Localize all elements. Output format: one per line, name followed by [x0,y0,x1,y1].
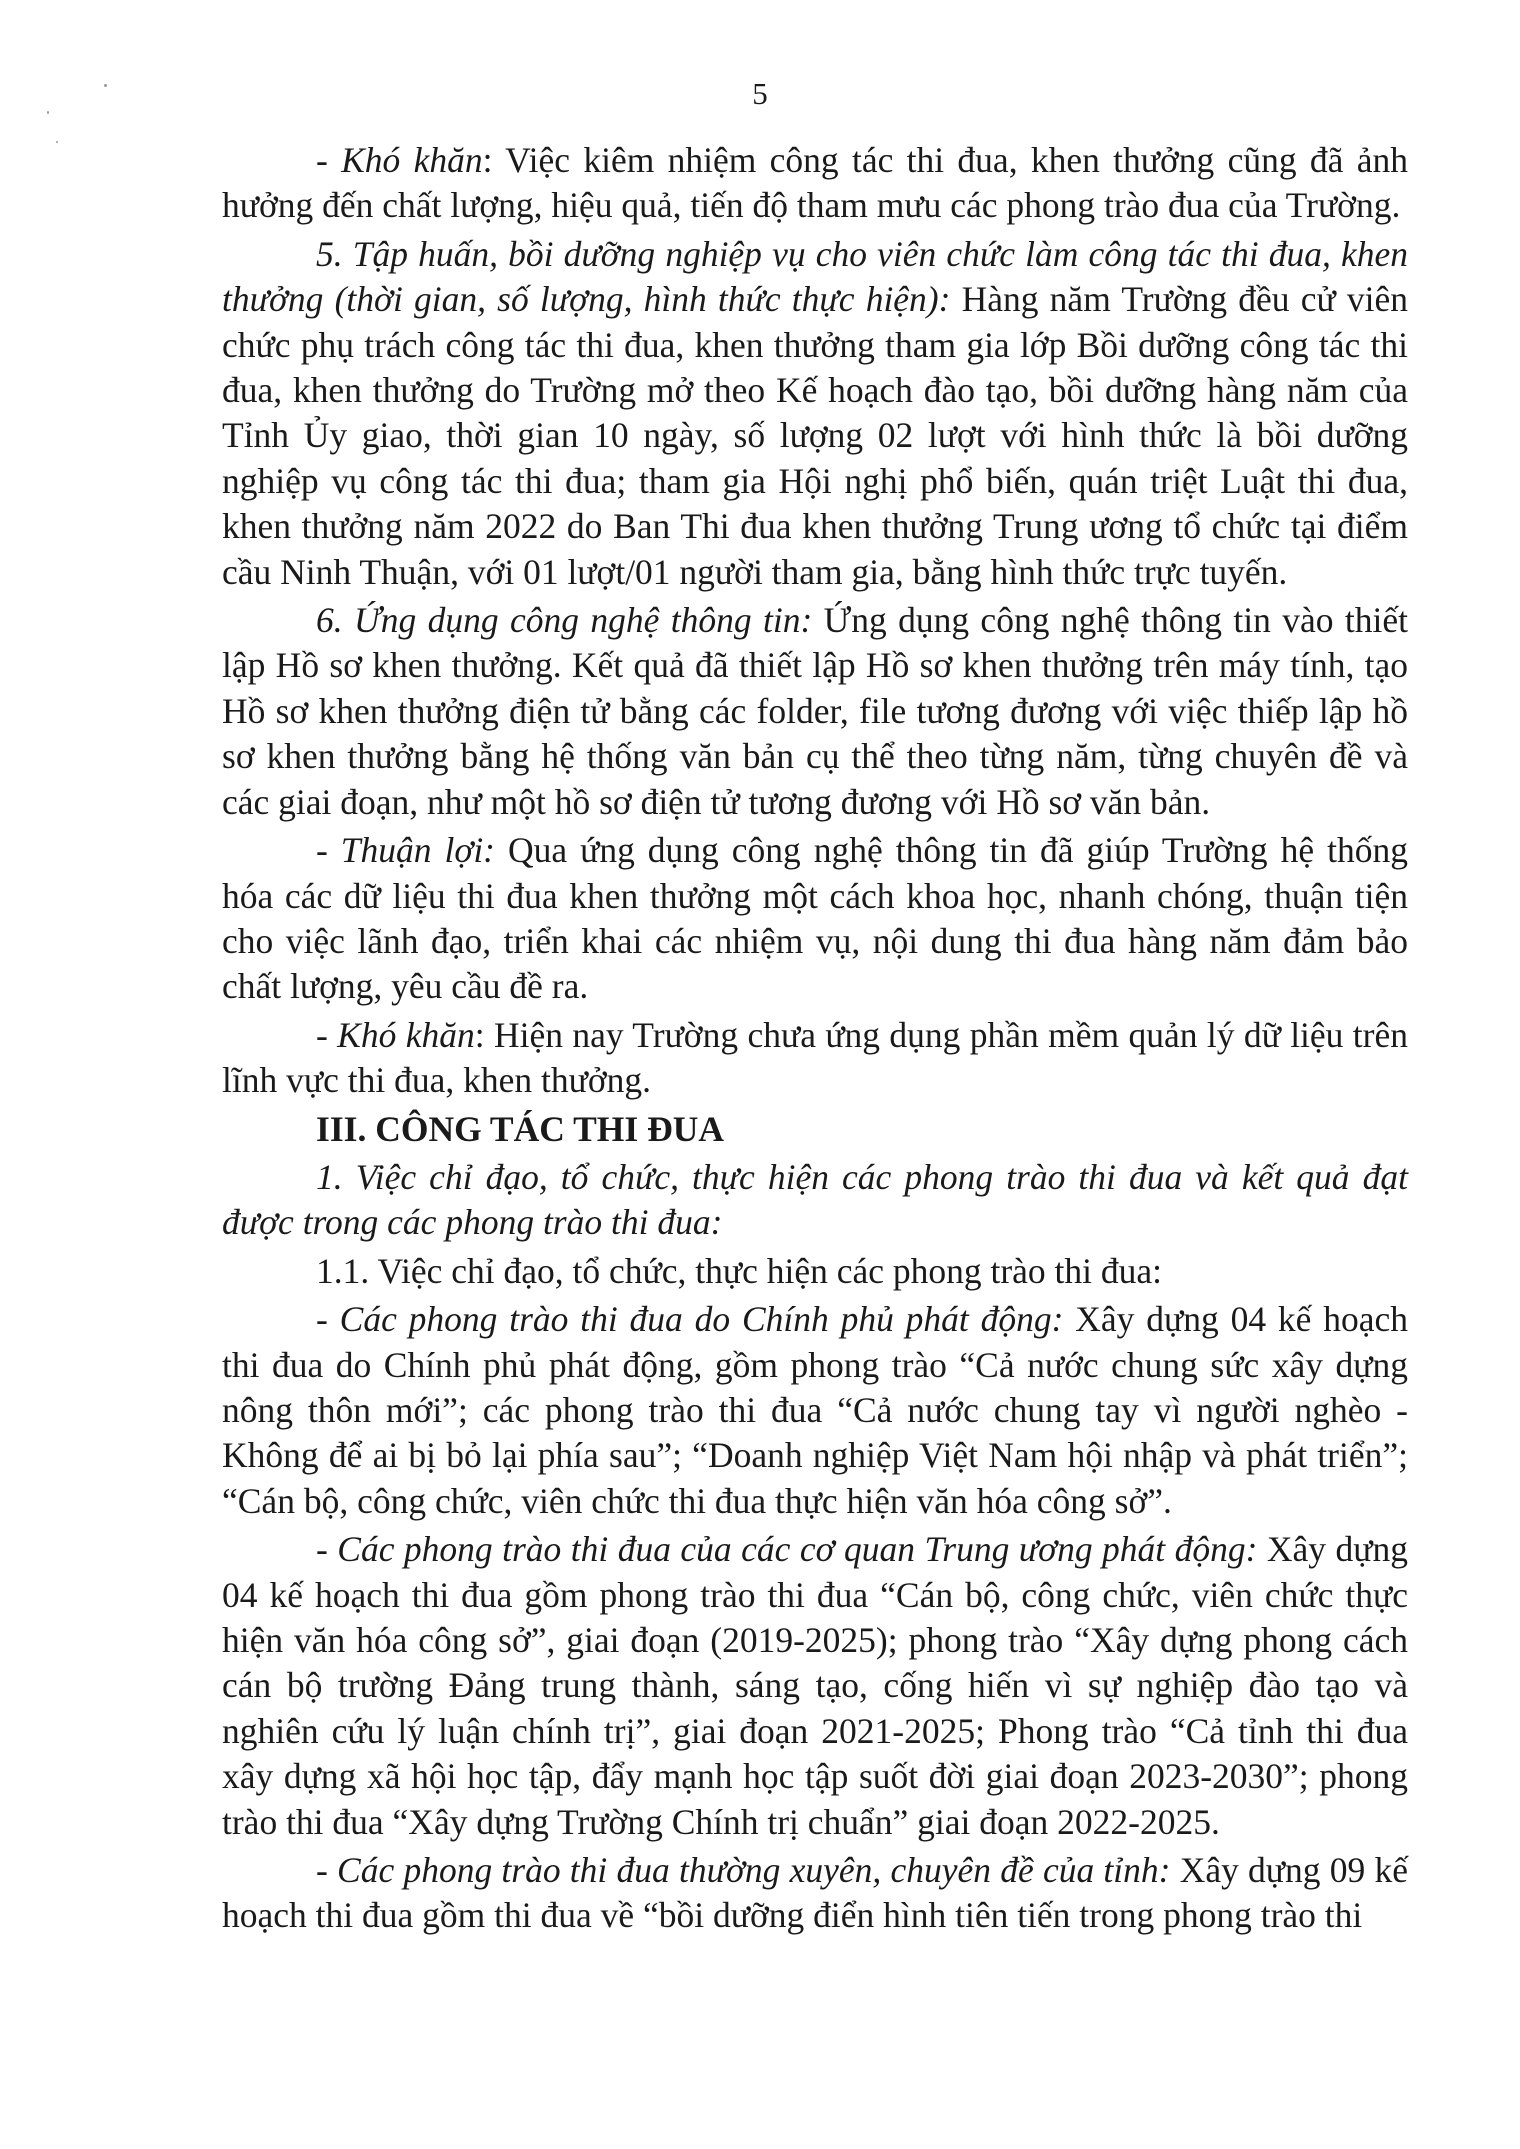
italic-lead: 5. Tập huấn, bồi dưỡng nghiệp vụ cho viên chức làm công tác thi đua, khen thưởng (thời gian, số lượng, hình thức thực hiện): [222,233,1408,320]
italic-lead: 6. Ứng dụng công nghệ thông tin: [316,600,813,641]
italic-lead: - Khó khăn [316,140,483,180]
italic-lead: - Các phong trào thi đua do Chính phủ phát động: [316,1299,1064,1340]
scan-speck [56,141,58,143]
subsection-1-1 [222,1249,1408,1294]
paragraph-tap-huan [222,232,1408,595]
italic-lead: - Các phong trào thi đua của các cơ quan Trung ương phát động: [316,1529,1258,1570]
section-heading [222,1107,1408,1152]
paragraph-text: Xây dựng 09 kế hoạch thi đua gồm thi đua về “bồi dưỡng điển hình tiên tiến trong phong trào thi [222,1850,1408,1936]
heading-text: III. CÔNG TÁC THI ĐUA [316,1108,725,1149]
scan-speck [47,111,49,114]
paragraph-thuan-loi [222,828,1408,1010]
paragraph-text: Qua ứng dụng công nghệ thông tin đã giúp Trường hệ thống hóa các dữ liệu thi đua khen thưởng một cách khoa học, nhanh chóng, thuận tiện cho việc lãnh đạo, triển khai các nhiệm vụ, nội dung thi đua hàng năm đảm bảo chất lượng, yêu cầu đề ra. [222,830,1408,1007]
paragraph-text: Xây dựng 04 kế hoạch thi đua do Chính phủ phát động, gồm phong trào “Cả nước chung sức xây dựng nông thôn mới”; các phong trào thi đua “Cả nước chung tay vì người nghèo - Không để ai bị bỏ lại phía sau”; “Doanh nghiệp Việt Nam hội nhập và phát triển”; “Cán bộ, công chức, viên chức thi đua thực hiện văn hóa công sở”. [222,1299,1409,1521]
page-number: 5 [752,76,768,111]
italic-lead: - Thuận lợi: [316,830,495,871]
paragraph-text: Ứng dụng công nghệ thông tin vào thiết lập Hồ sơ khen thưởng. Kết quả đã thiết lập Hồ sơ khen thưởng trên máy tính, tạo Hồ sơ khen thưởng điện tử bằng các folder, file tương đương với việc thiếp lập hồ sơ khen thưởng bằng hệ thống văn bản cụ thể theo từng năm, từng chuyên đề và các giai đoạn, như một hồ sơ điện tử tương đương với Hồ sơ văn bản. [222,600,1408,822]
paragraph-chinh-phu [222,1297,1408,1524]
paragraph-kho-khan-2 [222,1013,1408,1104]
paragraph-text: : Hiện nay Trường chưa ứng dụng phần mềm quản lý dữ liệu trên lĩnh vực thi đua, khen thưởng. [222,1014,1408,1101]
paragraph-text: Hàng năm Trường đều cử viên chức phụ trách công tác thi đua, khen thưởng tham gia lớp Bồi dưỡng công tác thi đua, khen thưởng do Trường mở theo Kế hoạch đào tạo, bồi dưỡng hàng năm của Tỉnh Ủy giao, thời gian 10 ngày, số lượng 02 lượt với hình thức là bồi dưỡng nghiệp vụ công tác thi đua; tham gia Hội nghị phổ biến, quán triệt Luật thi đua, khen thưởng năm 2022 do Ban Thi đua khen thưởng Trung ương tổ chức tại điểm cầu Ninh Thuận, với 01 lượt/01 người tham gia, bằng hình thức trực tuyến. [222,279,1408,592]
subsection-heading [222,1155,1408,1246]
paragraph-cua-tinh [222,1848,1408,1939]
paragraph-text: 1.1. Việc chỉ đạo, tổ chức, thực hiện các phong trào thi đua: [316,1250,1163,1291]
document-body [222,138,1408,1939]
italic-lead: 1. Việc chỉ đạo, tổ chức, thực hiện các phong trào thi đua và kết quả đạt được trong các phong trào thi đua: [222,1156,1408,1243]
paragraph-ung-dung-cntt [222,598,1408,825]
paragraph-trung-uong [222,1527,1408,1845]
scan-speck [104,84,107,87]
paragraph-text: Xây dựng 04 kế hoạch thi đua gồm phong trào thi đua “Cán bộ, công chức, viên chức thực hiện văn hóa công sở”, giai đoạn (2019-2025); phong trào “Xây dựng phong cách cán bộ trường Đảng trung thành, sáng tạo, cống hiến vì sự nghiệp đào tạo và nghiên cứu lý luận chính trị”, giai đoạn 2021-2025; Phong trào “Cả tỉnh thi đua xây dựng xã hội học tập, đẩy mạnh học tập suốt đời giai đoạn 2023-2030”; phong trào thi đua “Xây dựng Trường Chính trị chuẩn” giai đoạn 2022-2025. [222,1529,1408,1842]
italic-lead: - Các phong trào thi đua thường xuyên, chuyên đề của tỉnh: [316,1850,1171,1891]
paragraph-kho-khan-1 [222,138,1408,229]
italic-lead: - Khó khăn [316,1014,475,1055]
paragraph-text: : Việc kiêm nhiệm công tác thi đua, khen thưởng cũng đã ảnh hưởng đến chất lượng, hiệu quả, tiến độ tham mưu các phong trào đua của Trường. [222,140,1408,226]
